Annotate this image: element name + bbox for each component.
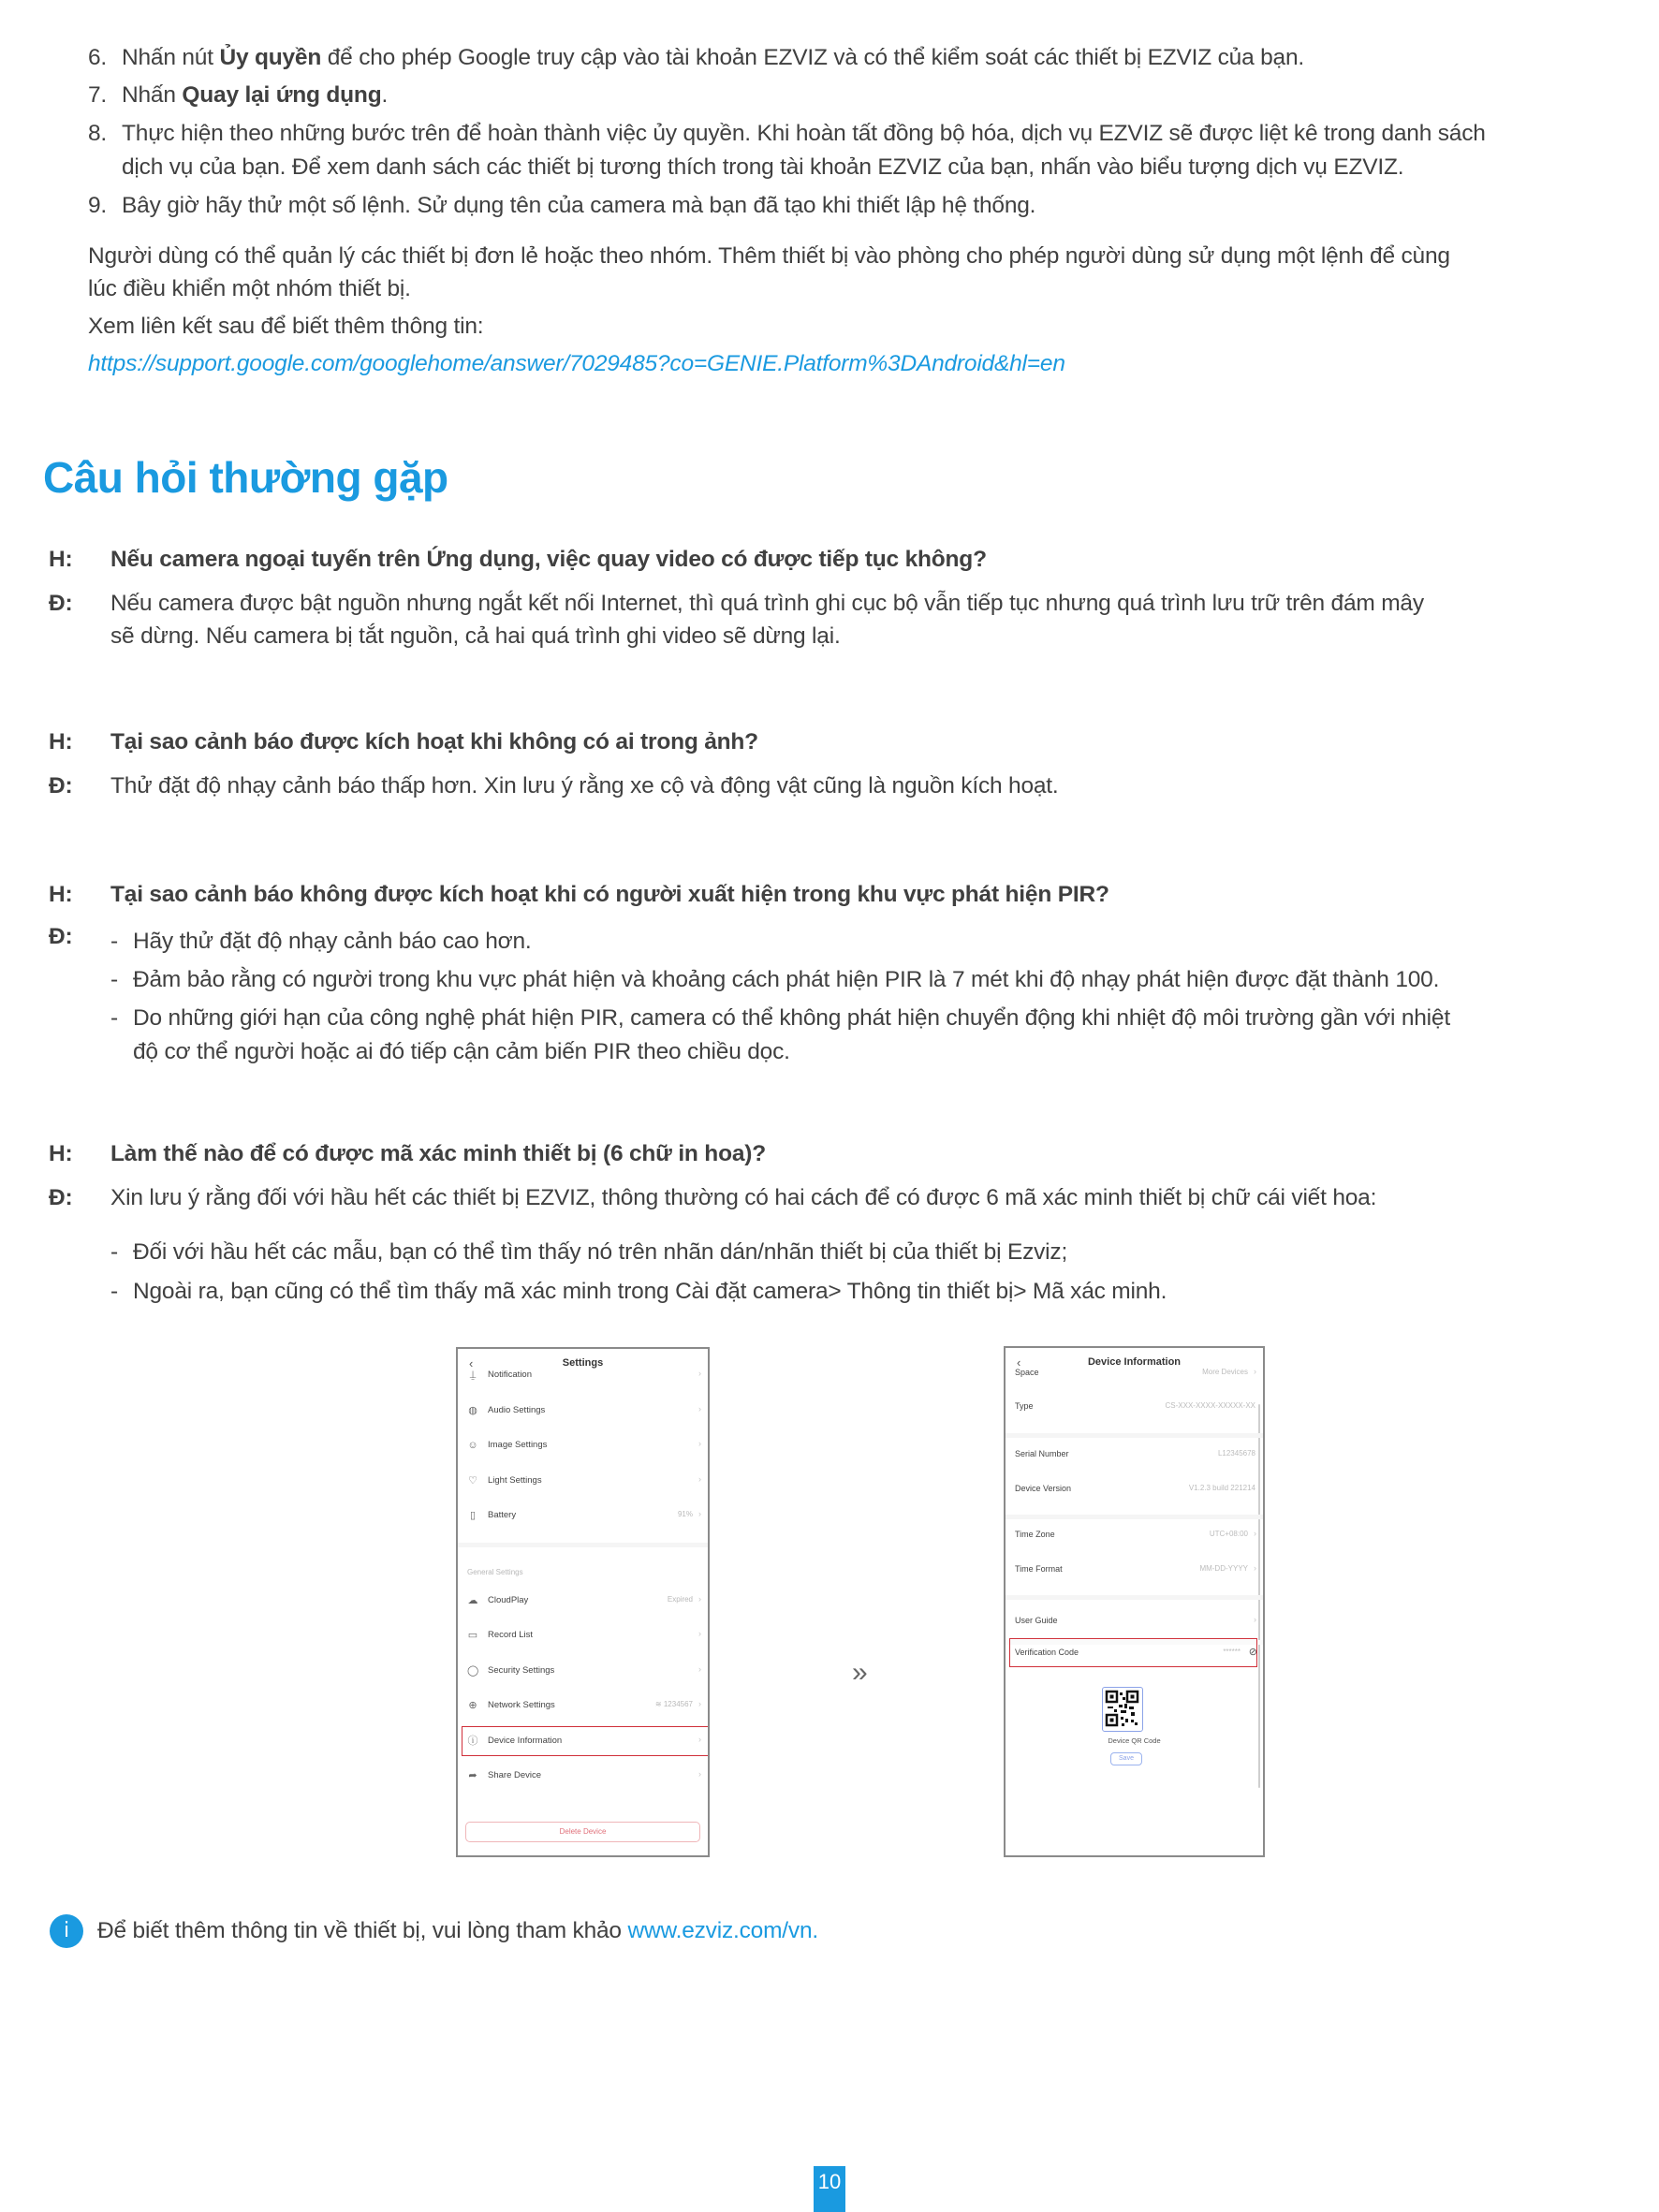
chevron-right-icon: › (698, 1594, 701, 1604)
answer-tag: Đ: (49, 1185, 73, 1210)
divider (1006, 1515, 1263, 1519)
step-6-text: Nhấn nút Ủy quyền để cho phép Google truy cập vào tài khoản EZVIZ và có thể kiểm soát các thiết bị EZVIZ của bạn. (122, 45, 1304, 70)
device-row-verification-code[interactable]: Verification Code ****** ⊘ (1015, 1647, 1257, 1658)
chevron-right-icon: › (1254, 1367, 1256, 1376)
double-chevron-right-icon: » (852, 1657, 860, 1688)
qr-code-graphic (1103, 1688, 1141, 1730)
question-text: Làm thế nào để có được mã xác minh thiết bị (6 chữ in hoa)? (110, 1141, 766, 1166)
bell-icon: ⍊ (469, 1370, 477, 1381)
chevron-right-icon: › (698, 1664, 701, 1674)
back-chevron-icon[interactable]: ‹ (1017, 1355, 1021, 1370)
answer-tag: Đ: (49, 591, 73, 616)
save-button[interactable]: Save (1110, 1752, 1142, 1765)
divider (458, 1543, 708, 1547)
step-number: 9. (88, 193, 108, 218)
page-number: 10 (814, 2166, 845, 2212)
ezviz-website-link[interactable]: www.ezviz.com/vn. (627, 1918, 818, 1943)
general-settings-label: General Settings (467, 1568, 523, 1576)
settings-item-record-list[interactable]: ▭ Record List › (467, 1629, 701, 1641)
google-support-link[interactable]: https://support.google.com/googlehome/answer/7029485?co=GENIE.Platform%3DAndroid&hl=en (88, 351, 1065, 376)
answer-tag: Đ: (49, 773, 73, 798)
device-info-title: Device Information (1087, 1356, 1182, 1368)
settings-item-cloudplay[interactable]: ☁ CloudPlay Expired › (467, 1594, 701, 1606)
network-name: ≋ 1234567 (654, 1700, 693, 1708)
info-note: Để biết thêm thông tin về thiết bị, vui lòng tham khảo www.ezviz.com/vn. (97, 1918, 818, 1943)
back-chevron-icon[interactable]: ‹ (469, 1356, 474, 1370)
step-number: 8. (88, 121, 108, 146)
question-text: Nếu camera ngoại tuyến trên Ứng dụng, việc quay video có được tiếp tục không? (110, 547, 987, 572)
question-tag: H: (49, 882, 73, 907)
question-tag: H: (49, 1141, 73, 1166)
bullet-dash: - (110, 1005, 118, 1031)
info-circle-icon: ⓘ (467, 1736, 478, 1747)
question-text: Tại sao cảnh báo được kích hoạt khi không có ai trong ảnh? (110, 729, 758, 754)
step-8-line2: dịch vụ của bạn. Để xem danh sách các thiết bị tương thích trong tài khoản EZVIZ của bạn, nhấn vào biểu tượng dịch vụ EZVIZ. (122, 154, 1404, 180)
chevron-right-icon: › (698, 1474, 701, 1484)
bullet-text: Hãy thử đặt độ nhạy cảnh báo cao hơn. (133, 929, 532, 954)
bullet-dash: - (110, 1239, 118, 1265)
answer-line1: Thử đặt độ nhạy cảnh báo thấp hơn. Xin lưu ý rằng xe cộ và động vật cũng là nguồn kích hoạt. (110, 773, 1059, 798)
back-to-app-label: Quay lại ứng dụng (182, 82, 382, 108)
chevron-right-icon: › (698, 1699, 701, 1708)
device-info-screenshot (1004, 1346, 1265, 1857)
faq-heading: Câu hỏi thường gặp (43, 453, 448, 502)
step-number: 6. (88, 45, 108, 70)
device-row-version: Device Version V1.2.3 build 221214 (1015, 1484, 1255, 1493)
cloudplay-status: Expired (667, 1595, 693, 1604)
bullet-text-cont: độ cơ thể người hoặc ai đó tiếp cận cảm biến PIR theo chiều dọc. (133, 1039, 790, 1064)
answer-line1: Nếu camera được bật nguồn nhưng ngắt kết nối Internet, thì quá trình ghi cục bộ vẫn tiếp tục nhưng quá trình lưu trữ trên đám mây (110, 591, 1424, 616)
device-row-user-guide[interactable]: User Guide › (1015, 1615, 1256, 1625)
bullet-dash: - (110, 967, 118, 992)
chevron-right-icon: › (698, 1404, 701, 1414)
settings-item-audio[interactable]: ◍ Audio Settings › (468, 1404, 701, 1416)
chevron-right-icon: › (698, 1735, 701, 1744)
bullet-text: Đảm bảo rằng có người trong khu vực phát hiện và khoảng cách phát hiện PIR là 7 mét khi độ nhạy phát hiện được đặt thành 100. (133, 967, 1440, 992)
divider (1006, 1595, 1263, 1600)
see-more-text: Xem liên kết sau để biết thêm thông tin: (88, 314, 484, 339)
paragraph-line1: Người dùng có thể quản lý các thiết bị đơn lẻ hoặc theo nhóm. Thêm thiết bị vào phòng cho phép người dùng sử dụng một lệnh để cùng (88, 243, 1450, 269)
battery-icon: ▯ (469, 1510, 477, 1521)
microphone-icon: ◍ (468, 1405, 477, 1416)
verification-code-masked: ****** (1223, 1648, 1241, 1656)
device-row-timezone[interactable]: Time Zone UTC+08:00 › (1015, 1529, 1256, 1539)
settings-item-security[interactable]: ◯ Security Settings › (467, 1664, 701, 1677)
settings-item-notification[interactable]: ⍊ Notification › (458, 1365, 708, 1389)
question-text: Tại sao cảnh báo không được kích hoạt khi có người xuất hiện trong khu vực phát hiện PIR? (110, 882, 1109, 907)
bullet-text: Đối với hầu hết các mẫu, bạn có thể tìm thấy nó trên nhãn dán/nhãn thiết bị của thiết bị Ezviz; (133, 1239, 1068, 1265)
info-icon: i (50, 1914, 83, 1948)
share-icon: ➦ (468, 1770, 477, 1781)
bullet-dash: - (110, 1279, 118, 1304)
answer-tag: Đ: (49, 924, 73, 949)
settings-item-network[interactable]: ⊕ Network Settings ≋ 1234567 › (468, 1699, 701, 1711)
settings-item-share[interactable]: ➦ Share Device › (468, 1769, 701, 1781)
chevron-right-icon: › (698, 1769, 701, 1779)
chevron-right-icon: › (698, 1629, 701, 1638)
chevron-right-icon: › (698, 1439, 701, 1448)
settings-item-battery[interactable]: ▯ Battery 91% › (458, 1505, 708, 1530)
wifi-icon: ≋ (654, 1700, 662, 1708)
shield-icon: ◯ (467, 1665, 479, 1677)
chevron-right-icon: › (1254, 1615, 1256, 1624)
settings-title: Settings (562, 1357, 604, 1369)
answer-line2: sẽ dừng. Nếu camera bị tắt nguồn, cả hai quá trình ghi video sẽ dừng lại. (110, 623, 841, 649)
authorize-label: Ủy quyền (219, 45, 322, 70)
settings-item-device-information[interactable]: ⓘ Device Information › (467, 1735, 701, 1747)
settings-screenshot (456, 1347, 710, 1857)
qr-code-icon (1102, 1687, 1143, 1732)
paragraph-line2: lúc điều khiển một nhóm thiết bị. (88, 276, 411, 301)
lightbulb-icon: ♡ (468, 1475, 477, 1487)
settings-item-image[interactable]: ☺ Image Settings › (467, 1439, 701, 1451)
device-row-time-format[interactable]: Time Format MM-DD-YYYY › (1015, 1563, 1256, 1574)
highlight-box (462, 1726, 710, 1756)
step-number: 7. (88, 82, 108, 108)
chevron-right-icon: › (698, 1369, 701, 1378)
device-qr-code-label: Device QR Code (1108, 1736, 1161, 1745)
device-row-space[interactable]: Space More Devices › (1015, 1367, 1256, 1377)
eye-off-icon[interactable]: ⊘ (1248, 1647, 1257, 1658)
image-icon: ☺ (467, 1440, 478, 1451)
device-row-type: Type CS-XXX-XXXX-XXXXX-XX (1015, 1401, 1255, 1411)
question-tag: H: (49, 547, 73, 572)
bullet-dash: - (110, 929, 118, 954)
step-7-text: Nhấn Quay lại ứng dụng. (122, 82, 389, 108)
question-tag: H: (49, 729, 73, 754)
chevron-right-icon: › (698, 1509, 701, 1518)
chevron-right-icon: › (1254, 1563, 1256, 1573)
device-row-serial: Serial Number L12345678 (1015, 1449, 1255, 1458)
step-8-line1: Thực hiện theo những bước trên để hoàn thành việc ủy quyền. Khi hoàn tất đồng bộ hóa, dịch vụ EZVIZ sẽ được liệt kê trong danh sách (122, 121, 1486, 146)
chevron-right-icon: › (1254, 1529, 1256, 1538)
divider (1006, 1433, 1263, 1438)
settings-item-light[interactable]: ♡ Light Settings › (468, 1474, 701, 1487)
battery-value: 91% (677, 1510, 693, 1518)
globe-icon: ⊕ (468, 1700, 477, 1711)
delete-device-button[interactable]: Delete Device (465, 1822, 700, 1842)
step-9-text: Bây giờ hãy thử một số lệnh. Sử dụng tên của camera mà bạn đã tạo khi thiết lập hệ thống. (122, 193, 1036, 218)
record-list-icon: ▭ (467, 1630, 478, 1641)
bullet-text: Ngoài ra, bạn cũng có thể tìm thấy mã xác minh trong Cài đặt camera> Thông tin thiết bị> Mã xác minh. (133, 1279, 1167, 1304)
highlight-box (1009, 1638, 1257, 1667)
bullet-text: Do những giới hạn của công nghệ phát hiện PIR, camera có thể không phát hiện chuyển động khi nhiệt độ môi trường gần với nhiệt (133, 1005, 1450, 1031)
answer-line1: Xin lưu ý rằng đối với hầu hết các thiết bị EZVIZ, thông thường có hai cách để có được 6 mã xác minh thiết bị chữ cái viết hoa: (110, 1185, 1377, 1210)
cloud-icon: ☁ (467, 1595, 478, 1606)
